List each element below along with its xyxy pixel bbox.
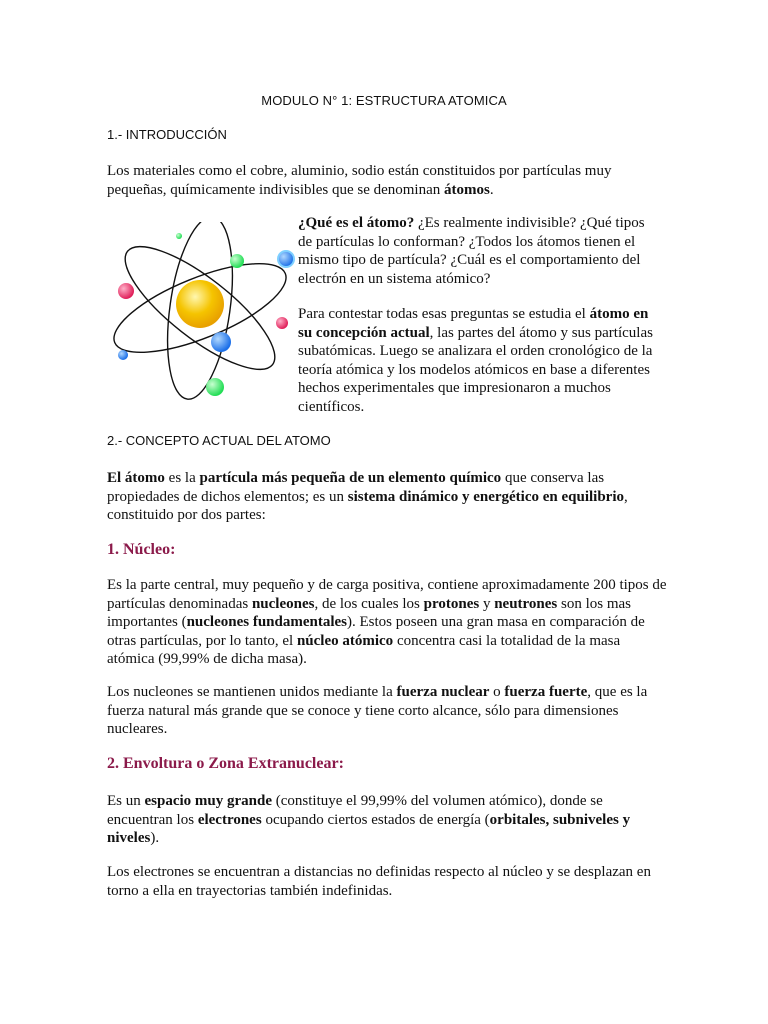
nucleo-heading: 1. Núcleo: — [107, 541, 176, 558]
electron-green-bottom — [206, 378, 224, 396]
electron-green-top — [230, 254, 244, 268]
envoltura-heading: 2. Envoltura o Zona Extranuclear: — [107, 755, 344, 772]
intro-paragraph: Los materiales como el cobre, aluminio, sodio están constituidos por partículas muy pequeñas, químicamente indivisibles que se denominan átomos. — [107, 163, 612, 198]
electron-blue-left — [118, 350, 128, 360]
electron-blue-right — [278, 251, 294, 267]
nucleo-paragraph-2: Los nucleones se mantienen unidos mediante la fuerza nuclear o fuerza fuerte, que es la fuerza natural más grande que se conoce y tiene corto alcance, sólo para dimensiones nucleares. — [107, 684, 648, 737]
envoltura-paragraph-2: Los electrones se encuentran a distancias no definidas respecto al núcleo y se desplazan en torno a ella en trayectorias también indefinidas. — [107, 864, 651, 899]
nucleus — [176, 280, 224, 328]
questions-paragraph: ¿Qué es el átomo? ¿Es realmente indivisible? ¿Qué tipos de partículas lo conforman? ¿Todos los átomos tienen el mismo tipo de partícula? ¿Cuál es el comportamiento del electrón en un sistema atómico? — [298, 215, 645, 287]
intro-heading: 1.- INTRODUCCIÓN — [107, 127, 227, 142]
electron-red-right — [276, 317, 288, 329]
envoltura-paragraph-1: Es un espacio muy grande (constituye el 99,99% del volumen atómico), donde se encuentran los electrones ocupando ciertos estados de energía (orbitales, subniveles y niveles). — [107, 793, 631, 846]
electron-red-left — [118, 283, 134, 299]
atom-icon — [104, 222, 300, 404]
concept-paragraph: El átomo es la partícula más pequeña de un elemento químico que conserva las propiedades de dichos elementos; es un sistema dinámico y energético en equilibrio, constituido por dos partes: — [107, 470, 628, 523]
nucleo-paragraph-1: Es la parte central, muy pequeño y de carga positiva, contiene aproximadamente 200 tipos de partículas denominadas nucleones, de los cuales los protones y neutrones son los mas importantes (nucleones fundamentales). Estos poseen una gran masa en comparación de otras partículas, por lo tanto, el núcleo atómico concentra casi la totalidad de la masa atómica (99,99% de dicha masa). — [107, 577, 667, 667]
answer-paragraph: Para contestar todas esas preguntas se estudia el átomo en su concepción actual, las partes del átomo y sus partículas subatómicas. Luego se analizara el orden cronológico de la teoría atómica y los modelos atómicos en base a diferentes hechos experimentales que impresionaron a muchos científicos. — [298, 306, 653, 415]
electron-green-small — [176, 233, 182, 239]
concept-heading: 2.- CONCEPTO ACTUAL DEL ATOMO — [107, 433, 331, 448]
page-title: MODULO N° 1: ESTRUCTURA ATOMICA — [261, 93, 507, 108]
electron-blue-center — [211, 332, 231, 352]
